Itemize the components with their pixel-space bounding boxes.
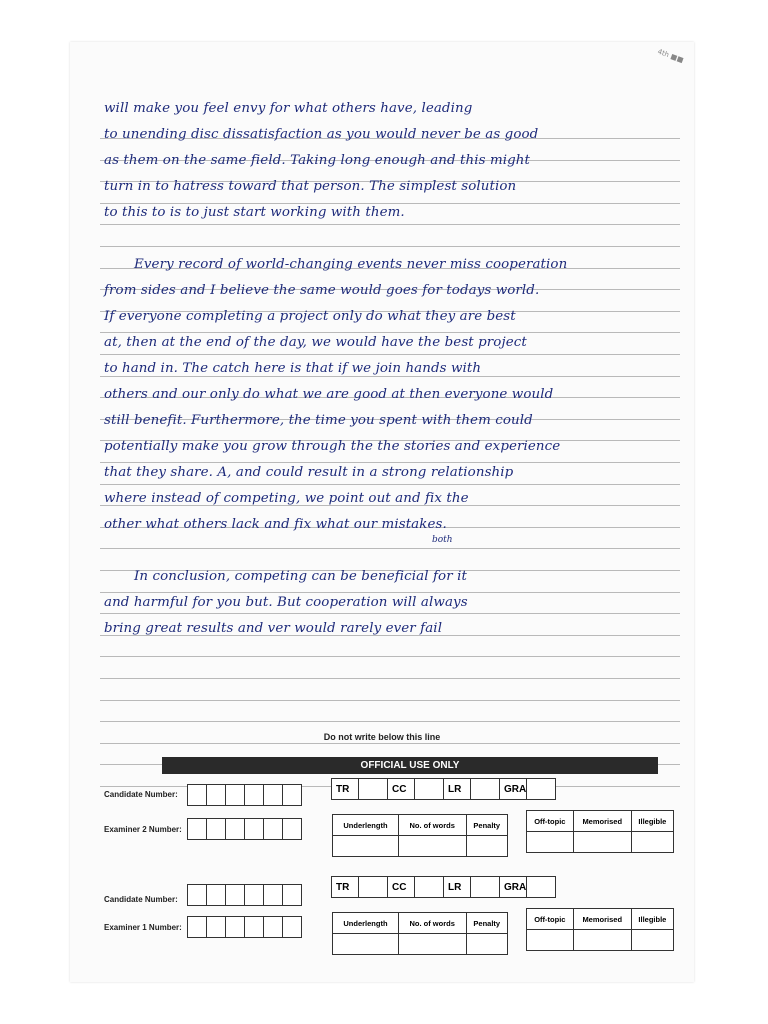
ruled-line [100,246,680,247]
ruled-line [100,548,680,549]
examiner-2-boxes[interactable] [188,818,302,840]
ruled-line [100,462,680,463]
no-write-line: Do not write below this line [323,732,441,742]
ruled-line [100,721,680,722]
essay-line: will make you feel envy for what others have, leading [104,101,473,116]
ruled-line [100,484,680,485]
corner-stamp: 4th ■■ [656,47,685,65]
ruled-line [100,592,680,593]
candidate-number-label-1: Candidate Number: [104,895,178,904]
essay-line: as them on the same field. Taking long enough and this might [104,153,531,168]
answer-sheet [70,42,694,982]
official-use-banner: OFFICIAL USE ONLY [162,757,658,774]
essay-line: turn in to hatress toward that person. The simplest solution [104,179,517,194]
insertion-note: both [432,535,453,545]
penalty-table-1[interactable]: Underlength No. of words Penalty [332,912,508,955]
candidate-number-boxes-2[interactable] [188,784,302,806]
essay-line: If everyone completing a project only do what they are best [104,309,516,324]
ruled-line [100,743,680,744]
score-row-1[interactable]: TR CC LR GRA [332,876,556,898]
ruled-line [100,354,680,355]
essay-line: bring great results and ver would rarely ever fail [104,621,443,636]
essay-line: at, then at the end of the day, we would have the best project [104,335,527,350]
essay-line: from sides and I believe the same would goes for todays world. [104,283,540,298]
candidate-number-boxes-1[interactable] [188,884,302,906]
ruled-line [100,700,680,701]
flag-table-1[interactable]: Off-topic Memorised Illegible [526,908,674,951]
ruled-line [100,656,680,657]
ruled-line [100,613,680,614]
essay-line: others and our only do what we are good at then everyone would [104,387,554,402]
penalty-table-2[interactable]: Underlength No. of words Penalty [332,814,508,857]
essay-line: where instead of competing, we point out and fix the [104,491,469,506]
essay-line: to unending disc dissatisfaction as you would never be as good [104,127,539,142]
examiner-2-label: Examiner 2 Number: [104,825,182,834]
ruled-line [100,224,680,225]
score-row-2[interactable]: TR CC LR GRA [332,778,556,800]
essay-line: and harmful for you but. But cooperation will always [104,595,468,610]
ruled-line [100,678,680,679]
essay-line: to hand in. The catch here is that if we join hands with [104,361,482,376]
essay-line: potentially make you grow through the the stories and experience [104,439,561,454]
essay-line: to this to is to just start working with them. [104,205,405,220]
candidate-number-label-2: Candidate Number: [104,790,178,799]
examiner-1-boxes[interactable] [188,916,302,938]
essay-line: In conclusion, competing can be beneficial for it [134,569,467,584]
essay-line: still benefit. Furthermore, the time you spent with them could [104,413,533,428]
examiner-1-label: Examiner 1 Number: [104,923,182,932]
essay-line: that they share. A, and could result in a strong relationship [104,465,514,480]
flag-table-2[interactable]: Off-topic Memorised Illegible [526,810,674,853]
essay-line: Every record of world-changing events never miss cooperation [134,257,568,272]
essay-line: other what others lack and fix what our mistakes. [104,517,447,532]
